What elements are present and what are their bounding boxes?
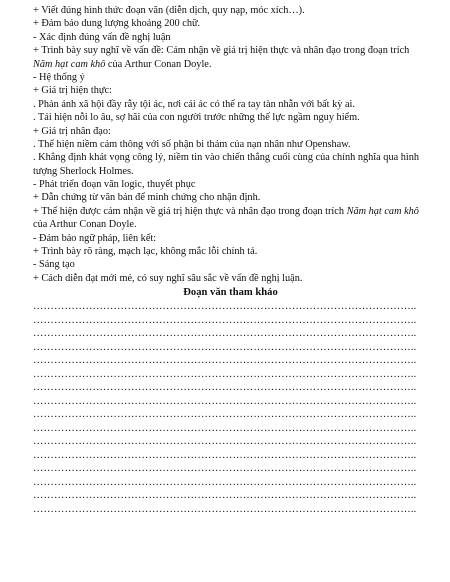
rubric-line-6: - Hệ thống ý bbox=[33, 71, 85, 83]
dotted-answer-line: ……………………………………………………………………………………………….. bbox=[33, 490, 417, 502]
rubric-line-3: - Xác định đúng vấn đề nghị luận bbox=[33, 31, 171, 43]
document-page bbox=[33, 4, 428, 516]
dotted-answer-line: ……………………………………………………………………………………………….. bbox=[33, 328, 417, 340]
dotted-answer-line: ……………………………………………………………………………………………….. bbox=[33, 314, 417, 326]
rubric-line-1: + Viết đúng hình thức đoạn văn (diễn dịch, quy nạp, móc xích…). bbox=[33, 5, 305, 16]
rubric-line-10: + Giá trị nhân đạo: bbox=[33, 125, 111, 137]
rubric-line-8: . Phản ánh xã hội đầy rẫy tội ác, nơi cái ác có thể ra tay tàn nhẫn với bất kỳ ai. bbox=[33, 98, 355, 110]
rubric-line-4: + Trình bày suy nghĩ về vấn đề: Cảm nhận về giá trị hiện thực và nhân đạo trong đoạn trích bbox=[33, 45, 410, 57]
answer-lines bbox=[33, 300, 428, 516]
rubric-line-5 bbox=[33, 58, 428, 71]
work-title-italic: Năm hạt cam khô bbox=[33, 58, 106, 70]
rubric-line-20: - Sáng tạo bbox=[33, 259, 75, 271]
dotted-answer-line: ……………………………………………………………………………………………….. bbox=[33, 368, 417, 380]
work-author-text: của Arthur Conan Doyle. bbox=[105, 58, 212, 70]
section-title: Đoạn văn tham khảo bbox=[183, 287, 278, 299]
rubric-line-15: + Dẫn chứng từ văn bản để minh chứng cho nhận định. bbox=[33, 192, 261, 204]
rubric-text: + Thể hiện được cảm nhận về giá trị hiện thực và nhân đạo trong đoạn trích bbox=[33, 205, 347, 217]
rubric-line-7: + Giá trị hiện thực: bbox=[33, 85, 112, 97]
rubric-line-16 bbox=[33, 205, 428, 218]
work-title-italic: Năm hạt cam khô bbox=[346, 205, 419, 217]
dotted-answer-line: ……………………………………………………………………………………………….. bbox=[33, 476, 417, 488]
dotted-answer-line: ……………………………………………………………………………………………….. bbox=[33, 301, 417, 313]
rubric-line-17: của Arthur Conan Doyle. bbox=[33, 219, 137, 231]
rubric-line-21: + Cách diễn đạt mới mẻ, có suy nghĩ sâu sắc về vấn đề nghị luận. bbox=[33, 272, 303, 284]
rubric-line-19: + Trình bày rõ ràng, mạch lạc, không mắc lỗi chính tả. bbox=[33, 246, 258, 258]
dotted-answer-line: ……………………………………………………………………………………………….. bbox=[33, 409, 417, 421]
rubric-line-9: . Tái hiện nỗi lo âu, sợ hãi của con người trước những thế lực ngầm nguy hiểm. bbox=[33, 112, 360, 124]
dotted-answer-line: ……………………………………………………………………………………………….. bbox=[33, 395, 417, 407]
rubric-line-18: - Đảm bảo ngữ pháp, liên kết: bbox=[33, 232, 157, 244]
dotted-answer-line: ……………………………………………………………………………………………….. bbox=[33, 503, 417, 515]
dotted-answer-line: ……………………………………………………………………………………………….. bbox=[33, 422, 417, 434]
rubric-line-12: . Khẳng định khát vọng công lý, niềm tin vào chiến thắng cuối cùng của chính nghĩa qua hình bbox=[33, 152, 420, 164]
dotted-answer-line: ……………………………………………………………………………………………….. bbox=[33, 436, 417, 448]
rubric-line-2: + Đảm bảo dung lượng khoảng 200 chữ. bbox=[33, 18, 201, 30]
dotted-answer-line: ……………………………………………………………………………………………….. bbox=[33, 449, 417, 461]
dotted-answer-line: ……………………………………………………………………………………………….. bbox=[33, 355, 417, 367]
rubric-line-13: tượng Sherlock Holmes. bbox=[33, 165, 134, 177]
dotted-answer-line: ……………………………………………………………………………………………….. bbox=[33, 341, 417, 353]
dotted-answer-line: ……………………………………………………………………………………………….. bbox=[33, 463, 417, 475]
rubric-line-14: - Phát triển đoạn văn logic, thuyết phục bbox=[33, 179, 196, 191]
dotted-answer-line: ……………………………………………………………………………………………….. bbox=[33, 382, 417, 394]
rubric-line-11: . Thể hiện niềm cảm thông với số phận bi thảm của nạn nhân như Openshaw. bbox=[33, 138, 351, 150]
